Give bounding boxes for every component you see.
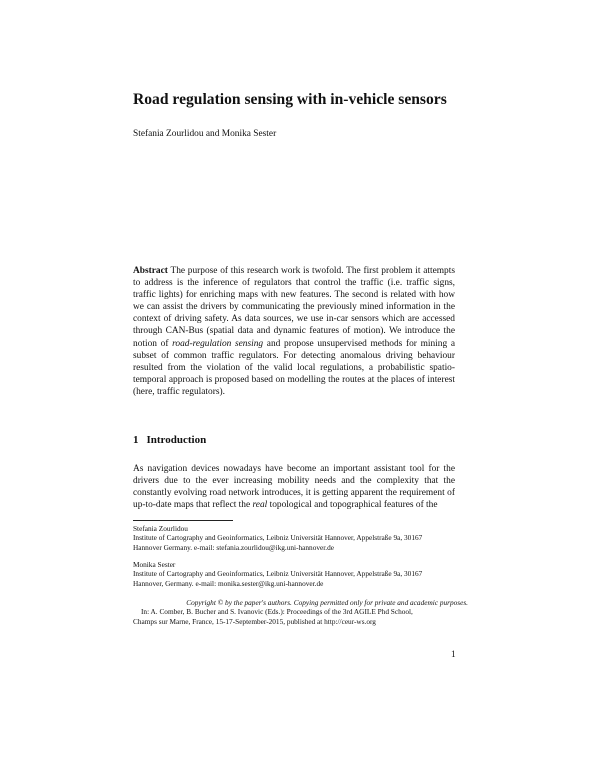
copyright-line [133,598,468,607]
proceedings-line-1: In: A. Comber, B. Bucher and S. Ivanovic (Eds.): Proceedings of the 3rd AGILE Phd School, [141,607,413,617]
author1-institute: Institute of Cartography and Geoinformatics, Leibniz Universität Hannover, Appelstraße 9a, 30167 [133,533,423,543]
footnote-divider [133,520,233,521]
intro-text-part2: topological and topographical features of the [267,500,438,511]
section-title: Introduction [146,434,207,446]
author1-contact: Hannover Germany. e-mail: stefania.zourlidou@ikg.uni-hannover.de [133,542,334,552]
abstract-text-part2: and propose unsupervised methods for mining a subset of common traffic regulators. For detecting anomalous driving behaviour resulted from the violation of the valid local regulations, a probabilistic spatio-temporal approach is proposed based on modelling the routes at the places of interest (here, traffic regulators). [133,338,455,397]
author1-name: Stefania Zourlidou [133,524,188,533]
intro-emphasis: real [252,500,268,511]
copyright-label: Copyright [186,598,216,607]
intro-paragraph [133,463,455,511]
author2-affiliation [133,560,468,588]
section-number: 1 [133,434,139,446]
paper-authors: Stefania Zourlidou and Monika Sester [133,129,277,139]
abstract-label: Abstract [133,266,168,276]
intro-text-part1: As navigation devices nowadays have become an important assistant tool for the drivers due to the ever increasing mobility needs and the complexity that the constantly evolving road network introduces, it is getting apparent the requirement of up-to-date maps that reflect the [133,464,455,511]
paper-title: Road regulation sensing with in-vehicle sensors [133,91,447,108]
copyright-icon: © [217,598,224,607]
author2-institute: Institute of Cartography and Geoinformatics, Leibniz Universität Hannover, Appelstraße 9a, 30167 [133,569,423,579]
author2-name: Monika Sester [133,560,176,569]
abstract-emphasis: road-regulation sensing [172,338,264,349]
abstract-text-part1: The purpose of this research work is twofold. The first problem it attempts to address is the inference of regulators that control the traffic (i.e. traffic signs, traffic lights) for enriching maps with new features. The second is related with how we can assist the drivers by communicating the previously mined information in the context of driving safety. As data sources, we use in-car sensors which are accessed through CAN-Bus (spatial data and dynamic features of motion). We introduce the notion of [133,266,455,349]
proceedings-line-2: Champs sur Marne, France, 15-17-September-2015, published at http://ceur-ws.org [133,616,376,626]
abstract-paragraph [133,265,455,398]
page-number: 1 [451,650,456,660]
copyright-text: by the paper's authors. Copying permitted only for private and academic purposes. [223,598,468,607]
copyright-block [133,598,468,626]
author1-affiliation [133,524,468,552]
section-heading [133,434,206,446]
author2-contact: Hannover, Germany. e-mail: monika.sester@ikg.uni-hannover.de [133,578,324,588]
